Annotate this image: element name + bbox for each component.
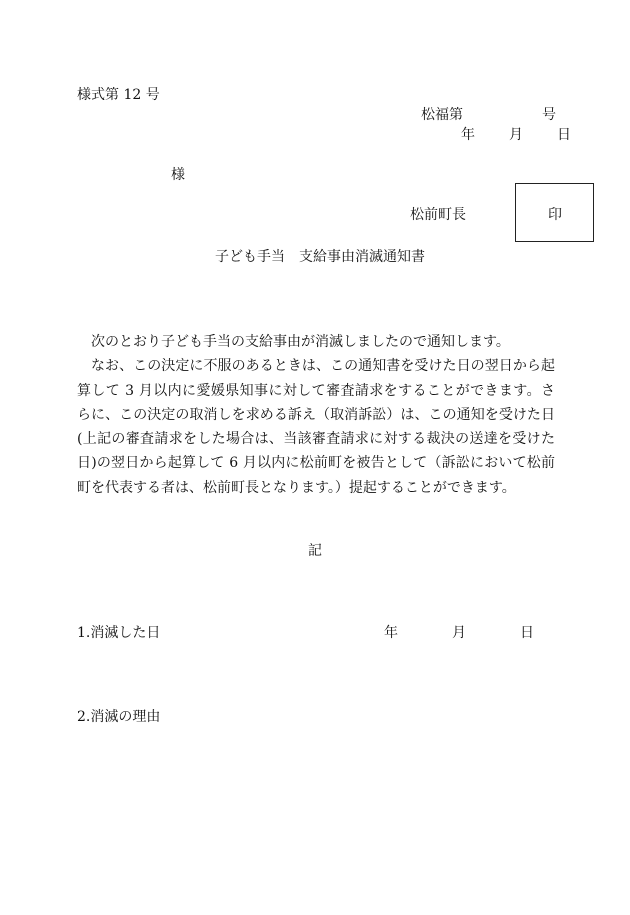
item-1-year: 年 xyxy=(384,625,398,641)
item-1-day: 日 xyxy=(520,625,534,641)
document-title-part2: 支給事由消滅通知書 xyxy=(299,249,425,265)
addressee-honorific: 様 xyxy=(171,167,185,183)
item-1-date xyxy=(384,622,534,642)
body-paragraph-2: なお、この決定に不服のあるときは、この通知書を受けた日の翌日から起算して 3 月以内に愛媛県知事に対して審査請求をすることができます。さらに、この決定の取消しを求める訴え（取消訴訟）は、この通知を受けた日(上記の審査請求をした場合は、当該審査請求に対する裁決の送達を受けた日)の翌日から起算して 6 月以内に松前町を被告として（訴訟において松前町を代表する者は、松前町長となります。）提起することができます。 xyxy=(77,358,555,496)
issue-date xyxy=(461,124,571,144)
document-number-suffix: 号 xyxy=(542,107,556,123)
item-2-label: 2.消滅の理由 xyxy=(77,709,161,725)
issue-date-day: 日 xyxy=(557,127,571,143)
seal-label: 印 xyxy=(548,207,562,223)
body-paragraph-1: 次のとおり子ども手当の支給事由が消滅しましたので通知します。 xyxy=(91,334,510,350)
item-1-month: 月 xyxy=(452,625,466,641)
record-heading: 記 xyxy=(308,543,322,559)
sender-title: 松前町長 xyxy=(410,207,466,223)
issue-date-month: 月 xyxy=(509,127,523,143)
item-1-label: 1.消滅した日 xyxy=(77,625,161,641)
form-number: 様式第 12 号 xyxy=(77,87,160,103)
issue-date-year: 年 xyxy=(461,127,475,143)
document-number-prefix: 松福第 xyxy=(421,107,463,123)
body-text xyxy=(77,330,555,500)
document-title xyxy=(215,246,425,266)
document-title-part1: 子ども手当 xyxy=(215,249,285,265)
